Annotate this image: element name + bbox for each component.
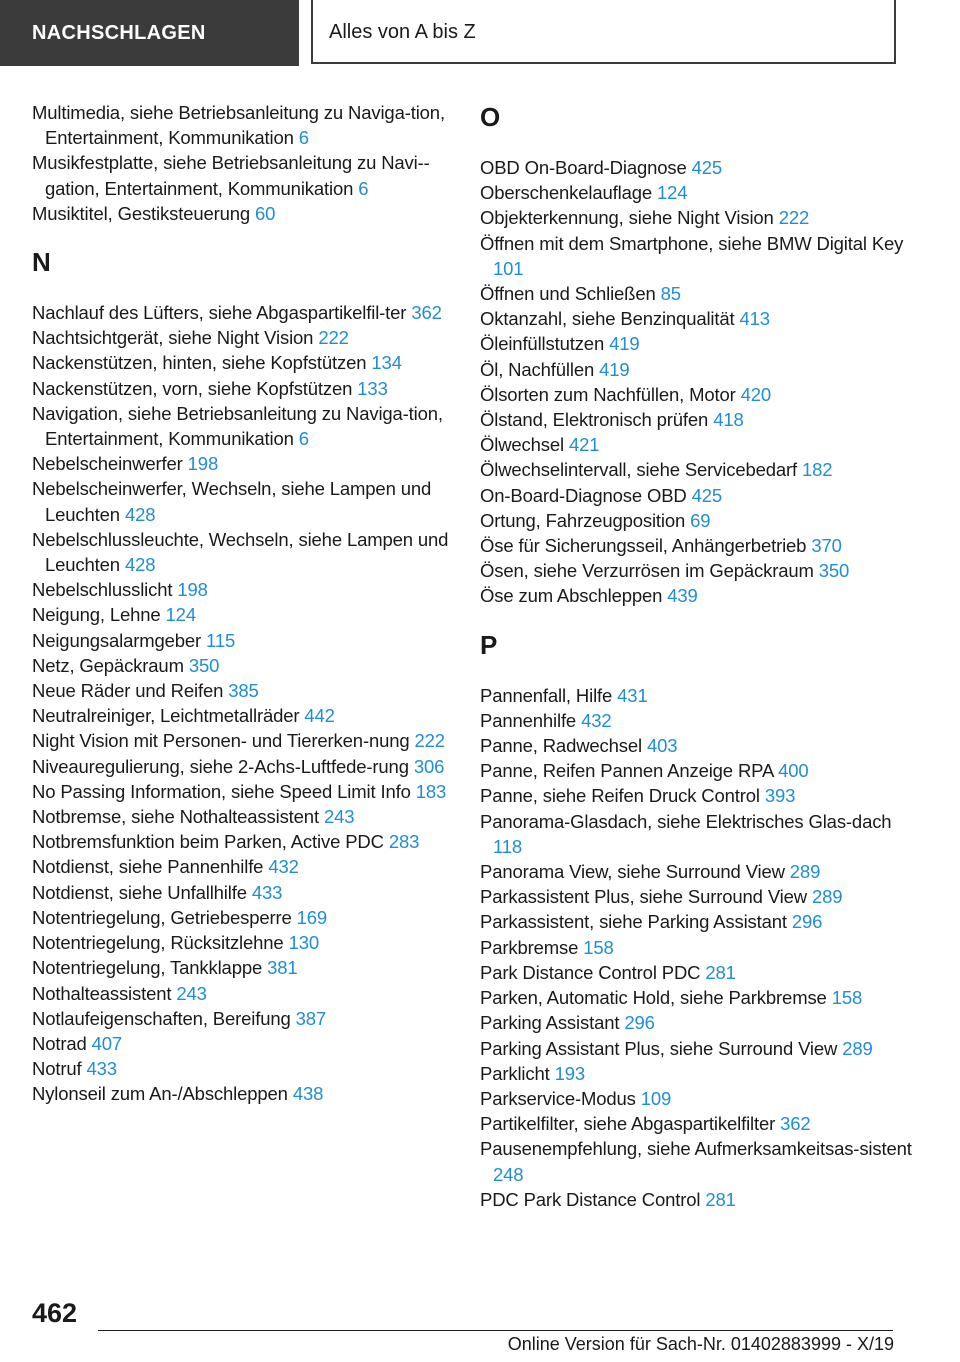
index-entry-term: Partikelfilter, siehe Abgaspartikelfilter (480, 1113, 776, 1135)
index-entry (32, 602, 472, 627)
index-entry-term: Parklicht (480, 1062, 550, 1084)
index-entry (32, 628, 472, 653)
index-entry-term: Nebelschlusslicht (32, 579, 173, 601)
index-entry-term: Ösen, siehe Verzurrösen im Gepäckraum (480, 560, 814, 582)
chapter-title: Alles von A bis Z (311, 0, 896, 64)
index-entry-term: Notbremse, siehe Nothalteassistent (32, 806, 319, 828)
index-entry-page-link[interactable]: 296 (624, 1012, 655, 1034)
index-entry-term: PDC Park Distance Control (480, 1188, 701, 1210)
index-entry-page-link[interactable]: 370 (811, 535, 842, 557)
index-entry-term: Notentriegelung, Getriebesperre (32, 906, 292, 928)
index-entry-term: Neue Räder und Reifen (32, 680, 224, 702)
index-entry-page-link[interactable]: 222 (414, 730, 445, 752)
index-entry (32, 201, 472, 226)
index-entry-page-link[interactable]: 124 (657, 182, 688, 204)
index-entry-page-link[interactable]: 182 (802, 459, 833, 481)
index-entry (32, 1031, 472, 1056)
index-entry-page-link[interactable]: 400 (778, 760, 809, 782)
index-entry (480, 935, 920, 960)
index-entry-page-link[interactable]: 442 (304, 705, 335, 727)
index-column-right (480, 100, 920, 1212)
index-entry (32, 703, 472, 728)
index-entry-page-link[interactable]: 115 (206, 629, 236, 651)
index-entry (480, 1136, 920, 1186)
index-entry-page-link[interactable]: 6 (298, 127, 309, 149)
index-entry-term: On-Board-Diagnose OBD (480, 484, 687, 506)
index-entry-page-link[interactable]: 296 (791, 911, 823, 933)
index-entry-term: Ölwechsel (480, 434, 564, 456)
index-entry (480, 1036, 920, 1061)
index-entry-page-link[interactable]: 101 (493, 257, 524, 279)
index-entry (480, 508, 920, 533)
index-entry-term: Park Distance Control PDC (480, 961, 701, 983)
index-entry-page-link[interactable]: 306 (413, 755, 445, 777)
index-entry-term: Nylonseil zum An-/Abschleppen (32, 1083, 288, 1105)
index-entry-term: Neutralreiniger, Leichtmetallräder (32, 705, 300, 727)
index-entry-term: Neigung, Lehne (32, 604, 161, 626)
index-entry-term: Nachlauf des Lüfters, siehe Abgaspartikelfil-ter (32, 302, 407, 324)
index-entry (32, 350, 472, 375)
index-entry (480, 708, 920, 733)
index-entry-term: Parking Assistant (480, 1012, 620, 1034)
index-entry (32, 880, 472, 905)
index-entry-page-link[interactable]: 6 (298, 428, 309, 450)
index-column-left (32, 100, 472, 1107)
index-entry-term: Öffnen und Schließen (480, 283, 656, 305)
index-entry-term: Multimedia, siehe Betriebsanleitung zu Naviga-tion, Entertainment, Kommunikation (32, 102, 445, 149)
index-entry (480, 180, 920, 205)
section-title: NACHSCHLAGEN (0, 0, 299, 66)
index-entry-term: Öse für Sicherungsseil, Anhängerbetrieb (480, 535, 807, 557)
index-entry-page-link[interactable]: 433 (86, 1058, 117, 1080)
letter-spacer (480, 609, 920, 628)
index-entry-page-link[interactable]: 134 (371, 352, 402, 374)
index-entry-term: Nackenstützen, vorn, siehe Kopfstützen (32, 377, 353, 399)
index-entry-page-link[interactable]: 289 (842, 1037, 873, 1059)
index-entry-page-link[interactable]: 130 (288, 932, 319, 954)
index-entry-page-link[interactable]: 281 (705, 1188, 736, 1210)
index-entry-term: Nachtsichtgerät, siehe Night Vision (32, 327, 314, 349)
index-entry-page-link[interactable]: 198 (177, 579, 208, 601)
index-entry-term: Niveauregulierung, siehe 2-Achs-Luftfede-rung (32, 755, 409, 777)
index-entry-page-link[interactable]: 431 (617, 684, 648, 706)
index-entry-page-link[interactable]: 407 (91, 1032, 123, 1054)
index-entry-page-link[interactable]: 158 (831, 987, 863, 1009)
index-entry-term: Nebelscheinwerfer, Wechseln, siehe Lampen und Leuchten (32, 478, 432, 525)
index-entry (480, 884, 920, 909)
index-entry-page-link[interactable]: 419 (609, 333, 640, 355)
index-entry (32, 678, 472, 703)
index-entry (480, 783, 920, 808)
index-entry-term: Ölstand, Elektronisch prüfen (480, 409, 709, 431)
index-entry-page-link[interactable]: 403 (647, 735, 678, 757)
index-entry-page-link[interactable]: 222 (318, 327, 349, 349)
index-entry-term: Notrad (32, 1032, 87, 1054)
index-entry (480, 960, 920, 985)
index-entry-term: Ölwechselintervall, siehe Servicebedarf (480, 459, 798, 481)
index-entry-page-link[interactable]: 289 (811, 886, 843, 908)
index-entry (480, 683, 920, 708)
index-entry-term: Parkassistent, siehe Parking Assistant (480, 911, 787, 933)
index-entry-page-link[interactable]: 428 (124, 503, 156, 525)
index-entry (480, 583, 920, 608)
index-entry (480, 432, 920, 457)
footer-version: Online Version für Sach-Nr. 01402883999 - X/19 (507, 1334, 894, 1354)
index-entry (480, 1111, 920, 1136)
index-entry-page-link[interactable]: 432 (268, 856, 299, 878)
index-entry-term: Öleinfüllstutzen (480, 333, 605, 355)
index-entry (480, 1086, 920, 1111)
index-entry (32, 376, 472, 401)
index-entry-term: Parking Assistant Plus, siehe Surround View (480, 1037, 838, 1059)
index-entry-page-link[interactable]: 428 (124, 554, 156, 576)
index-entry-page-link[interactable]: 362 (780, 1113, 811, 1135)
index-entry-page-link[interactable]: 69 (690, 509, 711, 531)
index-entry-page-link[interactable]: 133 (357, 377, 388, 399)
heading-spacer (480, 662, 920, 683)
heading-spacer (480, 134, 920, 155)
index-entry-term: Öse zum Abschleppen (480, 585, 663, 607)
page-header (0, 0, 960, 66)
index-entry (32, 779, 472, 804)
index-entry (32, 955, 472, 980)
index-entry-term: Panorama-Glasdach, siehe Elektrisches Glas-dach (480, 810, 892, 832)
index-entry (480, 909, 920, 934)
index-entry-term: Öffnen mit dem Smartphone, siehe BMW Digital Key (480, 232, 904, 254)
index-entry-term: Öl, Nachfüllen (480, 358, 595, 380)
index-entry (32, 300, 472, 325)
index-entry-term: Ortung, Fahrzeugposition (480, 509, 686, 531)
index-entry (32, 728, 472, 753)
index-entry-page-link[interactable]: 420 (740, 383, 772, 405)
index-entry-page-link[interactable]: 438 (292, 1083, 324, 1105)
index-entry-term: Nebelschlussleuchte, Wechseln, siehe Lampen und Leuchten (32, 528, 449, 576)
index-entry (480, 758, 920, 783)
index-entry-term: Notentriegelung, Tankklappe (32, 957, 263, 979)
index-entry (480, 306, 920, 331)
index-entry-term: Musiktitel, Gestiksteuerung (32, 202, 251, 224)
index-entry-term: Nebelscheinwerfer (32, 453, 183, 475)
index-entry-term: Panne, siehe Reifen Druck Control (480, 785, 760, 807)
index-entry-page-link[interactable]: 350 (818, 560, 850, 582)
index-entry (480, 457, 920, 482)
index-entry (32, 1081, 472, 1106)
index-entry-page-link[interactable]: 419 (599, 358, 630, 380)
index-entry (480, 382, 920, 407)
index-entry (480, 483, 920, 508)
index-entry (480, 533, 920, 558)
index-entry-term: Notdienst, siehe Pannenhilfe (32, 856, 264, 878)
index-entry (32, 804, 472, 829)
index-entry-page-link[interactable]: 169 (296, 906, 328, 928)
index-entry-page-link[interactable]: 289 (789, 861, 821, 883)
index-entry-term: Pannenfall, Hilfe (480, 684, 613, 706)
index-entry (32, 1006, 472, 1031)
index-entry-term: No Passing Information, siehe Speed Limit Info (32, 780, 411, 802)
index-entry-term: Notentriegelung, Rücksitzlehne (32, 932, 284, 954)
index-entry-page-link[interactable]: 281 (705, 961, 736, 983)
index-entry-page-link[interactable]: 60 (255, 202, 276, 224)
index-entry-term: Navigation, siehe Betriebsanleitung zu Naviga-tion, Entertainment, Kommunikation (32, 402, 443, 450)
letter-spacer (32, 226, 472, 245)
index-entry (32, 754, 472, 779)
index-entry-page-link[interactable]: 350 (188, 654, 220, 676)
index-entry-page-link[interactable]: 381 (267, 957, 298, 979)
index-entry-term: Oberschenkelauflage (480, 182, 652, 204)
index-entry-term: Parken, Automatic Hold, siehe Parkbremse (480, 987, 827, 1009)
index-entry (32, 401, 472, 451)
index-entry (32, 527, 472, 577)
index-entry-page-link[interactable]: 385 (228, 680, 259, 702)
footer-divider (98, 1330, 893, 1331)
index-entry-term: OBD On-Board-Diagnose (480, 157, 687, 178)
index-entry (32, 100, 472, 150)
index-entry (32, 981, 472, 1006)
index-entry-page-link[interactable]: 425 (691, 484, 723, 506)
index-entry-page-link[interactable]: 432 (581, 709, 612, 731)
index-entry-page-link[interactable]: 421 (569, 434, 600, 456)
index-entry-term: Notruf (32, 1058, 82, 1080)
index-entry-term: Neigungsalarmgeber (32, 629, 202, 651)
index-entry (480, 331, 920, 356)
index-entry (480, 558, 920, 583)
index-entry-page-link[interactable]: 418 (713, 409, 744, 431)
index-entry-page-link[interactable]: 387 (295, 1007, 327, 1029)
index-entry-term: Parkbremse (480, 936, 579, 958)
index-entry-page-link[interactable]: 118 (493, 835, 523, 857)
index-entry-page-link[interactable]: 243 (176, 982, 207, 1004)
index-entry (480, 809, 920, 859)
index-entry (480, 231, 920, 281)
index-entry (32, 476, 472, 526)
index-entry-term: Oktanzahl, siehe Benzinqualität (480, 308, 735, 330)
index-letter-heading: P (480, 629, 498, 660)
index-letter-heading: O (480, 102, 501, 132)
index-entry-term: Musikfestplatte, siehe Betriebsanleitung zu Navi-gation, Entertainment, Kommunikation (32, 152, 430, 199)
index-entry-term: Panne, Radwechsel (480, 735, 642, 757)
index-entry-page-link[interactable]: 413 (739, 308, 770, 330)
index-entry-term: Parkassistent Plus, siehe Surround View (480, 886, 807, 908)
index-entry-page-link[interactable]: 85 (660, 283, 681, 305)
index-entry-term: Notlaufeigenschaften, Bereifung (32, 1007, 291, 1029)
index-entry (480, 985, 920, 1010)
index-entry-term: Notbremsfunktion beim Parken, Active PDC (32, 831, 384, 853)
index-entry (480, 1010, 920, 1035)
index-entry-page-link[interactable]: 362 (411, 302, 442, 324)
index-entry-term: Panne, Reifen Pannen Anzeige RPA (480, 760, 774, 782)
index-entry (32, 451, 472, 476)
index-entry-term: Pausenempfehlung, siehe Aufmerksamkeitsas-sistent (480, 1138, 912, 1160)
page-number: 462 (32, 1298, 78, 1328)
index-entry (480, 859, 920, 884)
index-entry-term: Night Vision mit Personen- und Tiererken-nung (32, 730, 410, 752)
index-entry-page-link[interactable]: 425 (691, 157, 723, 178)
index-entry (32, 854, 472, 879)
heading-spacer (32, 279, 472, 300)
index-entry-page-link[interactable]: 198 (187, 453, 219, 475)
index-entry (480, 1187, 920, 1212)
index-entry-page-link[interactable]: 248 (493, 1163, 524, 1185)
index-entry-term: Netz, Gepäckraum (32, 654, 184, 676)
index-entry-term: Objekterkennung, siehe Night Vision (480, 207, 774, 229)
index-entry (480, 733, 920, 758)
index-entry (480, 155, 920, 180)
index-entry-term: Nackenstützen, hinten, siehe Kopfstützen (32, 352, 367, 374)
index-entry-term: Pannenhilfe (480, 709, 577, 731)
index-entry-term: Panorama View, siehe Surround View (480, 861, 785, 883)
index-entry (480, 205, 920, 230)
index-entry-term: Ölsorten zum Nachfüllen, Motor (480, 383, 736, 405)
index-entry-term: Nothalteassistent (32, 982, 172, 1004)
index-entry-page-link[interactable]: 158 (583, 936, 614, 958)
index-entry (480, 281, 920, 306)
index-entry (32, 1056, 472, 1081)
index-entry (480, 1061, 920, 1086)
index-entry-page-link[interactable]: 183 (415, 780, 447, 802)
index-entry-page-link[interactable]: 433 (251, 881, 283, 903)
index-entry (32, 905, 472, 930)
index-entry (32, 653, 472, 678)
index-entry-term: Notdienst, siehe Unfallhilfe (32, 881, 247, 903)
index-entry-page-link[interactable]: 283 (388, 831, 420, 853)
index-entry-page-link[interactable]: 243 (323, 806, 355, 828)
index-entry (32, 325, 472, 350)
index-entry (480, 357, 920, 382)
index-entry (32, 930, 472, 955)
index-entry (32, 150, 472, 200)
index-entry-page-link[interactable]: 124 (165, 604, 196, 626)
index-entry-page-link[interactable]: 193 (554, 1062, 586, 1084)
index-entry-page-link[interactable]: 393 (764, 785, 796, 807)
index-entry-page-link[interactable]: 6 (358, 177, 369, 199)
index-entry-term: Parkservice-Modus (480, 1087, 636, 1109)
index-entry (480, 407, 920, 432)
index-entry (32, 577, 472, 602)
index-entry-page-link[interactable]: 222 (778, 207, 810, 229)
index-entry (32, 829, 472, 854)
index-entry-page-link[interactable]: 439 (667, 585, 698, 607)
index-letter-heading: N (32, 247, 51, 278)
index-entry-page-link[interactable]: 109 (640, 1087, 672, 1109)
